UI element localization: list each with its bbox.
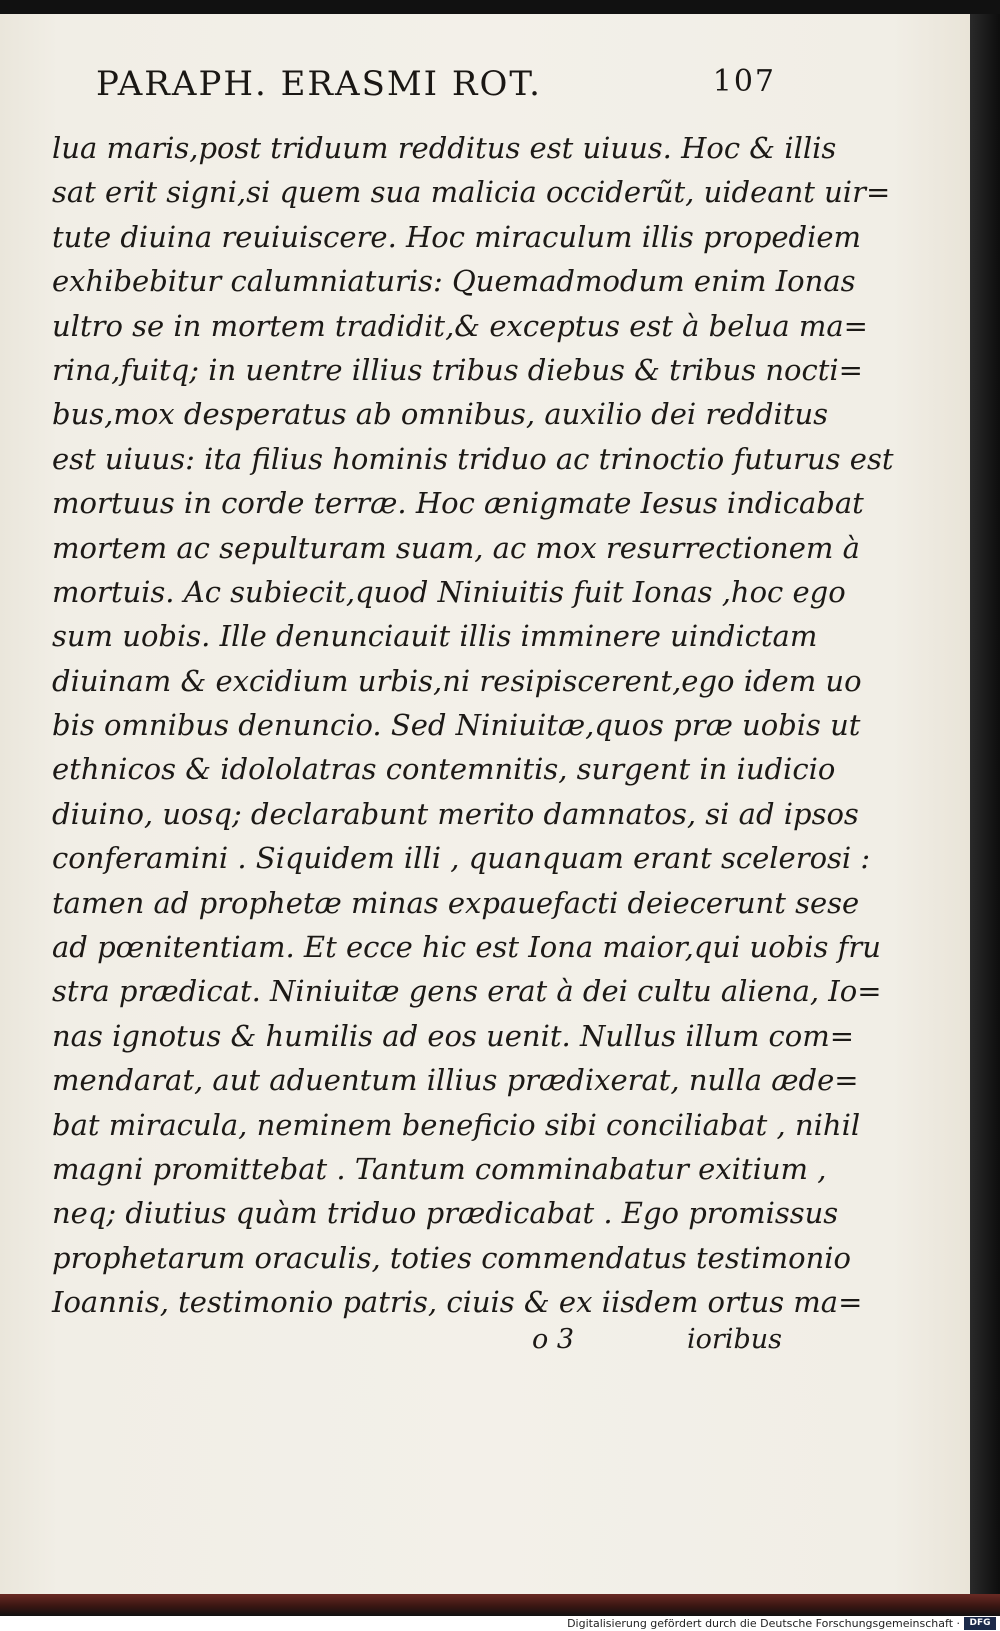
page-footer xyxy=(52,1324,782,1364)
page-edge-shadow xyxy=(970,14,1000,1594)
text-line: exhibebitur calumniaturis: Quemadmodum enim Ionas xyxy=(52,264,856,299)
text-line: bat miracula, neminem beneficio sibi conciliabat , nihil xyxy=(52,1107,861,1142)
dfg-logo: DFG xyxy=(964,1617,996,1630)
text-line: sat erit signi,si quem sua malicia occiderũt, uideant uir= xyxy=(52,175,891,210)
text-line: est uiuus: ita filius hominis triduo ac trinoctio futurus est xyxy=(52,441,894,476)
text-line: tute diuina reuiuiscere. Hoc miraculum illis propediem xyxy=(52,219,862,254)
text-line: nas ignotus & humilis ad eos uenit. Nullus illum com= xyxy=(52,1018,855,1053)
text-line: diuinam & excidium urbis,ni resipiscerent,ego idem uo xyxy=(52,663,862,698)
text-line: rina,fuitq; in uentre illius tribus diebus & tribus nocti= xyxy=(52,352,863,387)
signature-mark: o 3 xyxy=(532,1324,575,1355)
text-line: ad pœnitentiam. Et ecce hic est Iona maior,qui uobis fru xyxy=(52,930,881,965)
text-line: stra prædicat. Niniuitæ gens erat à dei cultu aliena, Io= xyxy=(52,974,882,1009)
running-head: PARAPH. ERASMI ROT. xyxy=(96,64,542,104)
text-line: tamen ad prophetæ minas expauefacti deiecerunt sese xyxy=(52,885,860,920)
text-line: ethnicos & idololatras contemnitis, surgent in iudicio xyxy=(52,752,836,787)
text-line: mortuis. Ac subiecit,quod Niniuitis fuit Ionas ,hoc ego xyxy=(52,574,846,609)
text-line: mortem ac sepulturam suam, ac mox resurrectionem à xyxy=(52,530,860,565)
page-header xyxy=(96,64,776,114)
text-line: diuino, uosq; declarabunt merito damnatos, si ad ipsos xyxy=(52,796,859,831)
text-line: prophetarum oraculis, toties commendatus testimonio xyxy=(52,1240,852,1275)
binding-edge xyxy=(0,1594,1000,1616)
book-page xyxy=(0,14,970,1594)
text-line: magni promittebat . Tantum comminabatur exitium , xyxy=(52,1151,827,1186)
text-line: conferamini . Siquidem illi , quanquam erant scelerosi : xyxy=(52,841,871,876)
text-line: sum uobis. Ille denunciauit illis imminere uindictam xyxy=(52,619,818,654)
catchword: ioribus xyxy=(687,1324,782,1355)
text-line: mortuus in corde terræ. Hoc ænigmate Iesus indicabat xyxy=(52,486,864,521)
digitization-credit: Digitalisierung gefördert durch die Deutsche Forschungsgemeinschaft · xyxy=(567,1617,960,1630)
text-line: bis omnibus denuncio. Sed Niniuitæ,quos præ uobis ut xyxy=(52,708,861,743)
text-line: Ioannis, testimonio patris, ciuis & ex iisdem ortus ma= xyxy=(52,1285,863,1320)
text-line: ultro se in mortem tradidit,& exceptus est à belua ma= xyxy=(52,308,868,343)
text-line: lua maris,post triduum redditus est uiuus. Hoc & illis xyxy=(52,131,837,165)
page-number: 107 xyxy=(712,64,776,99)
body-text xyxy=(52,126,894,1325)
text-line: mendarat, aut aduentum illius prædixerat, nulla æde= xyxy=(52,1063,859,1098)
text-line: bus,mox desperatus ab omnibus, auxilio dei redditus xyxy=(52,397,829,432)
text-line: neq; diutius quàm triduo prædicabat . Ego promissus xyxy=(52,1196,839,1231)
